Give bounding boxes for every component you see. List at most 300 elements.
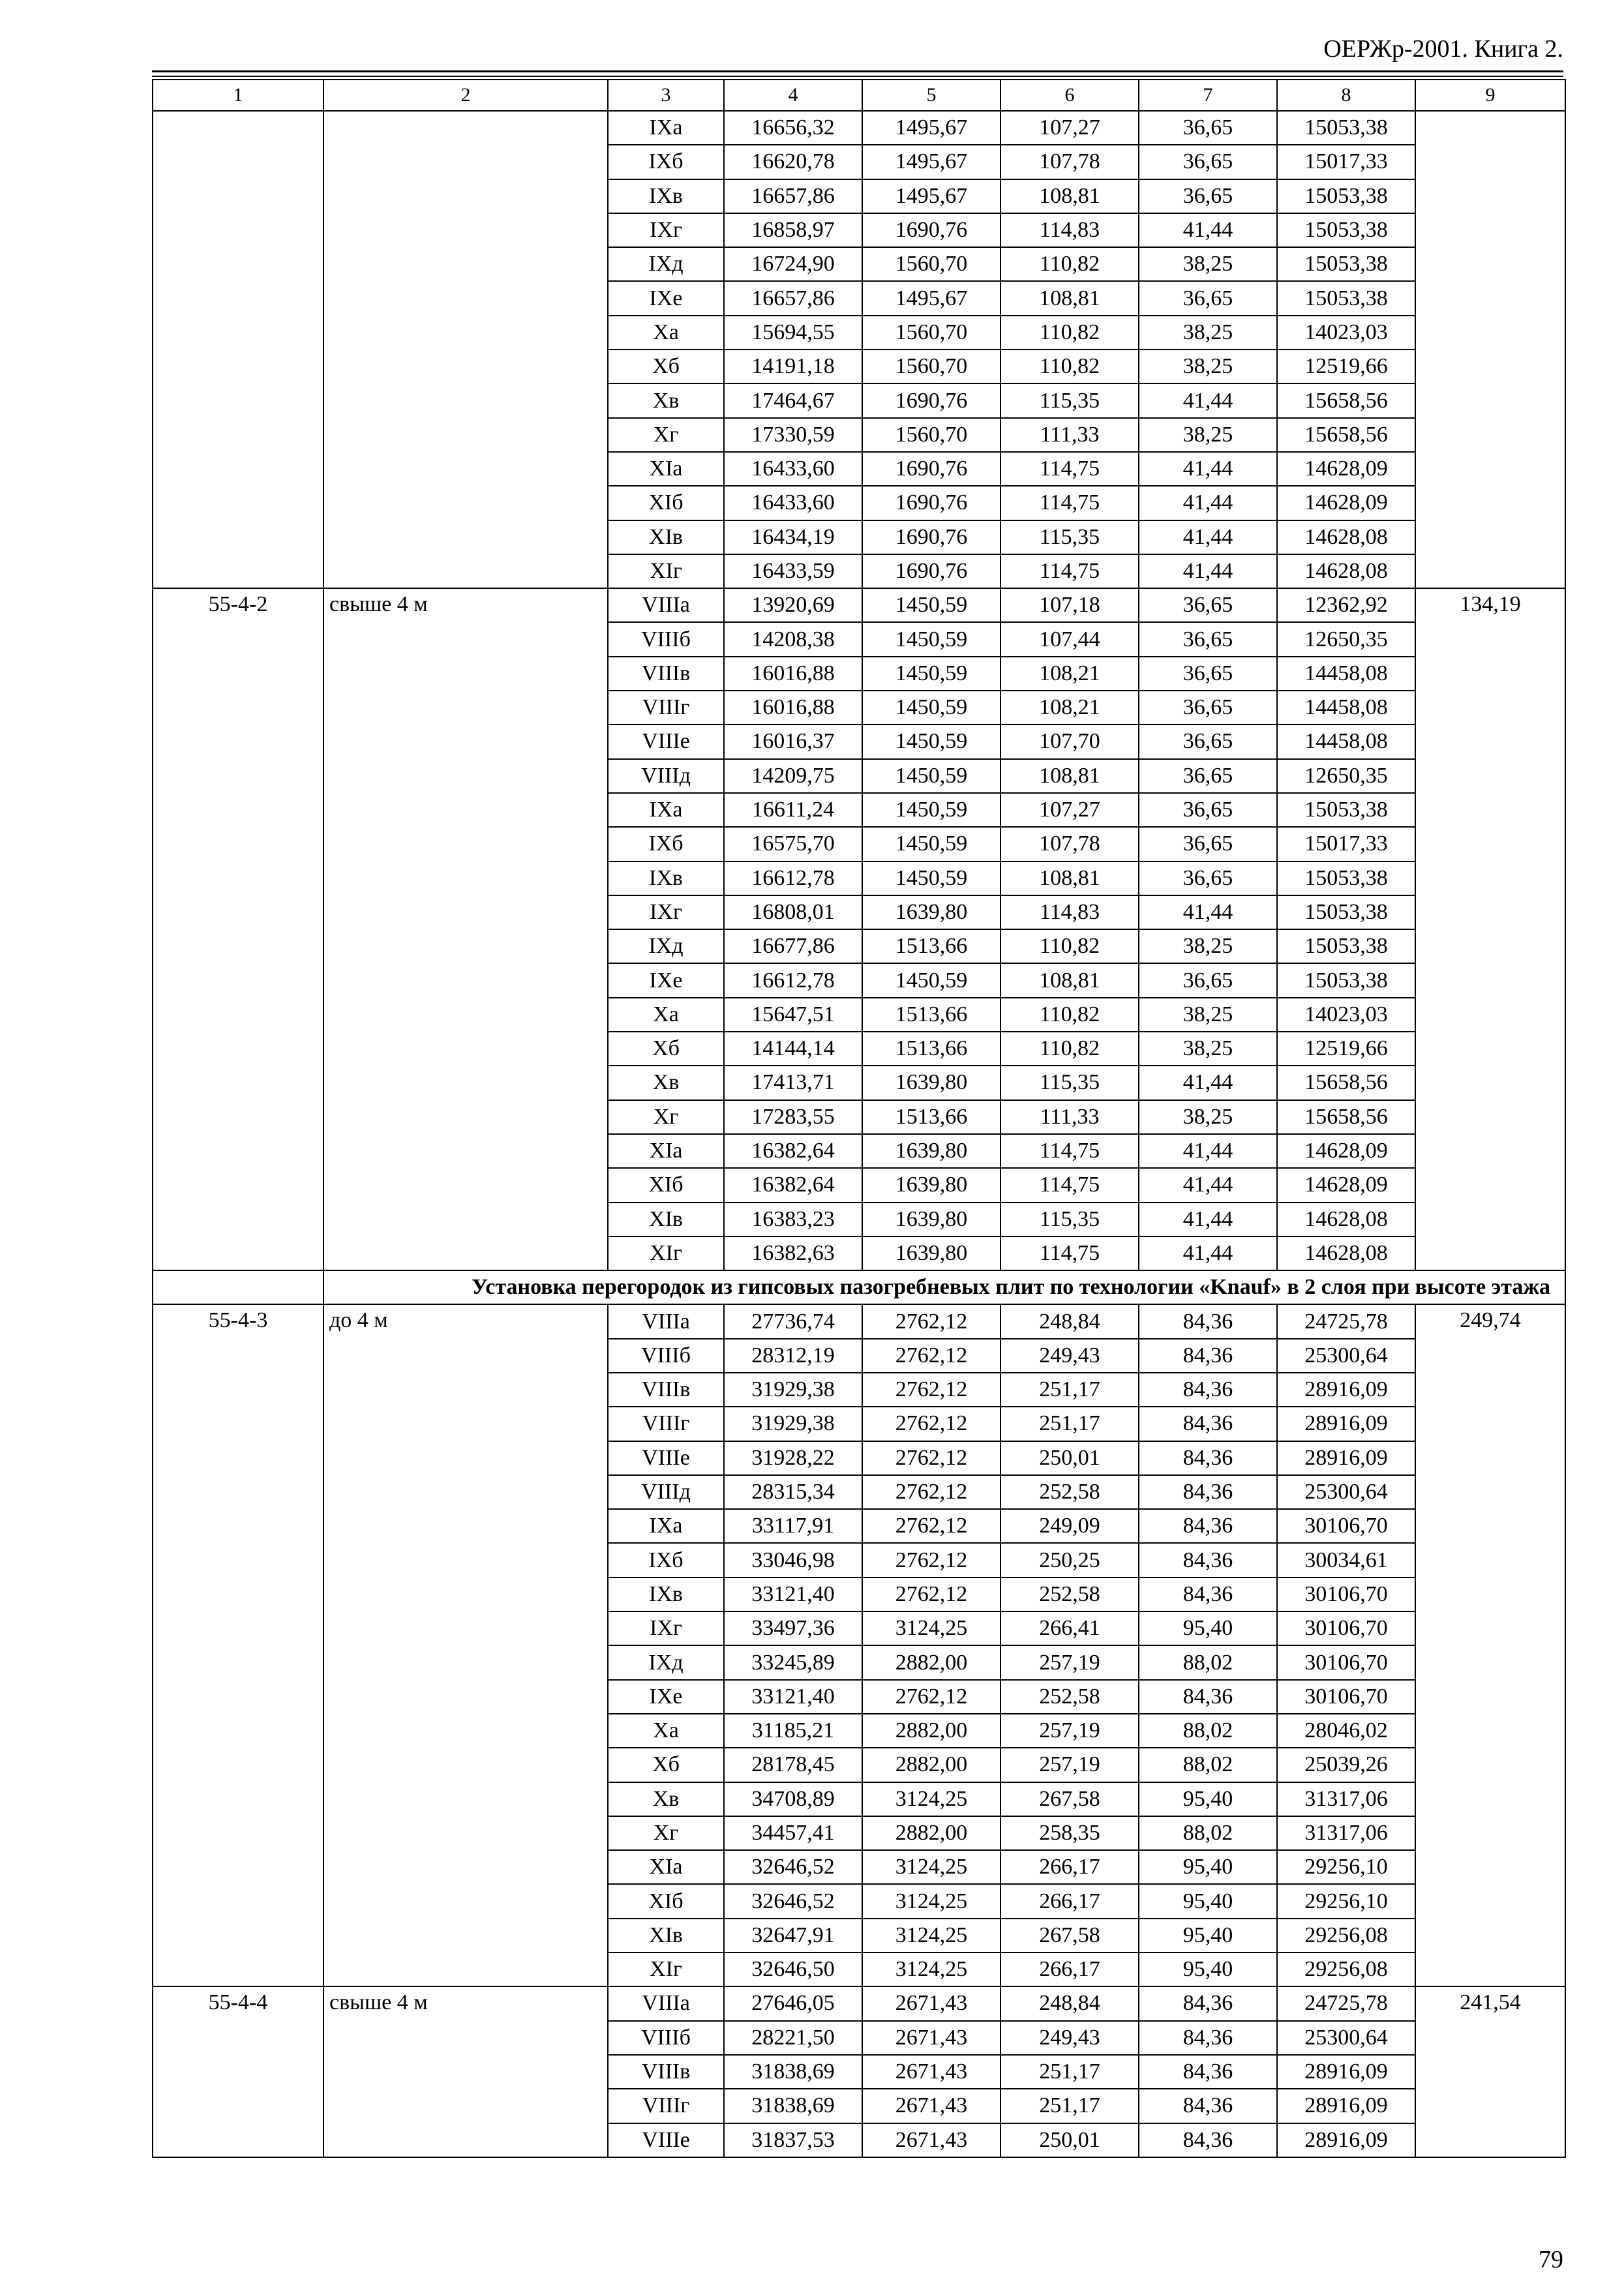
value-cell: 3124,25 [862, 1850, 1000, 1884]
zone-cell: Xг [608, 1100, 724, 1134]
zone-cell: Xг [608, 1816, 724, 1850]
value-cell: 84,36 [1139, 2055, 1277, 2089]
value-cell: 88,02 [1139, 1816, 1277, 1850]
value-cell: 28916,09 [1277, 2089, 1415, 2123]
value-cell: 1450,59 [862, 691, 1000, 725]
value-cell: 12650,35 [1277, 622, 1415, 656]
value-cell: 110,82 [1000, 998, 1139, 1032]
value-cell: 1495,67 [862, 281, 1000, 315]
value-cell: 15053,38 [1277, 963, 1415, 997]
value-cell: 1495,67 [862, 179, 1000, 213]
value-cell: 249,43 [1000, 2021, 1139, 2055]
column-header: 5 [862, 80, 1000, 111]
value-cell: 38,25 [1139, 1032, 1277, 1066]
value-cell: 84,36 [1139, 1407, 1277, 1441]
value-cell: 252,58 [1000, 1475, 1139, 1509]
table-row [153, 1304, 1565, 1338]
zone-cell: IXa [608, 1509, 724, 1543]
zone-cell: Xб [608, 350, 724, 383]
value-cell: 14023,03 [1277, 316, 1415, 350]
value-cell: 1450,59 [862, 622, 1000, 656]
value-cell: 3124,25 [862, 1782, 1000, 1816]
value-cell: 30106,70 [1277, 1578, 1415, 1611]
value-cell: 1513,66 [862, 998, 1000, 1032]
value-cell: 31838,69 [724, 2089, 862, 2123]
value-cell: 2762,12 [862, 1578, 1000, 1611]
value-cell: 14628,09 [1277, 1168, 1415, 1202]
value-cell: 16657,86 [724, 179, 862, 213]
page-number: 79 [1539, 2246, 1563, 2273]
value-cell: 15053,38 [1277, 861, 1415, 895]
value-cell: 14191,18 [724, 350, 862, 383]
value-cell: 28916,09 [1277, 1373, 1415, 1407]
value-cell: 110,82 [1000, 1032, 1139, 1066]
value-cell: 33117,91 [724, 1509, 862, 1543]
value-cell: 2762,12 [862, 1407, 1000, 1441]
value-cell: 2762,12 [862, 1509, 1000, 1543]
value-cell: 31928,22 [724, 1441, 862, 1475]
zone-cell: IXв [608, 179, 724, 213]
zone-cell: XIб [608, 486, 724, 520]
value-cell: 1495,67 [862, 111, 1000, 145]
zone-cell: IXб [608, 827, 724, 861]
zone-cell: XIa [608, 452, 724, 486]
value-cell: 36,65 [1139, 759, 1277, 793]
value-cell: 14628,08 [1277, 554, 1415, 588]
value-cell: 2671,43 [862, 2055, 1000, 2089]
value-cell: 33245,89 [724, 1645, 862, 1679]
zone-cell: IXд [608, 1645, 724, 1679]
value-cell: 1450,59 [862, 827, 1000, 861]
value-cell: 16858,97 [724, 213, 862, 247]
value-cell: 31317,06 [1277, 1782, 1415, 1816]
value-cell: 27646,05 [724, 1986, 862, 2020]
value-cell: 16382,64 [724, 1168, 862, 1202]
value-cell: 25039,26 [1277, 1748, 1415, 1782]
value-cell: 41,44 [1139, 1168, 1277, 1202]
value-cell: 14458,08 [1277, 691, 1415, 725]
value-cell: 28916,09 [1277, 1441, 1415, 1475]
table-row [153, 588, 1565, 622]
value-cell: 3124,25 [862, 1952, 1000, 1986]
value-cell: 108,81 [1000, 759, 1139, 793]
value-cell: 41,44 [1139, 452, 1277, 486]
zone-cell: VIIIг [608, 691, 724, 725]
value-cell: 266,17 [1000, 1884, 1139, 1918]
value-cell: 114,83 [1000, 895, 1139, 929]
value-cell: 16016,88 [724, 657, 862, 691]
zone-cell: Xa [608, 1714, 724, 1748]
zone-cell: VIIIг [608, 1407, 724, 1441]
value-cell: 110,82 [1000, 350, 1139, 383]
rates-table [152, 79, 1566, 2158]
value-cell: 84,36 [1139, 1543, 1277, 1577]
value-cell: 257,19 [1000, 1645, 1139, 1679]
value-cell: 15658,56 [1277, 1100, 1415, 1134]
zone-cell: IXa [608, 793, 724, 827]
value-cell: 1560,70 [862, 418, 1000, 452]
value-cell: 38,25 [1139, 998, 1277, 1032]
zone-cell: VIIIв [608, 2055, 724, 2089]
value-cell: 36,65 [1139, 179, 1277, 213]
value-cell: 1450,59 [862, 657, 1000, 691]
value-cell: 84,36 [1139, 1373, 1277, 1407]
value-cell: 115,35 [1000, 383, 1139, 417]
labor-cost [1415, 111, 1565, 588]
value-cell: 36,65 [1139, 691, 1277, 725]
value-cell: 33121,40 [724, 1680, 862, 1714]
value-cell: 36,65 [1139, 657, 1277, 691]
value-cell: 31929,38 [724, 1373, 862, 1407]
value-cell: 16612,78 [724, 963, 862, 997]
zone-cell: IXг [608, 895, 724, 929]
value-cell: 107,27 [1000, 111, 1139, 145]
value-cell: 1690,76 [862, 520, 1000, 554]
zone-cell: VIIIг [608, 2089, 724, 2123]
value-cell: 29256,10 [1277, 1884, 1415, 1918]
rate-code [153, 111, 323, 588]
value-cell: 16808,01 [724, 895, 862, 929]
header-rule-thin [152, 76, 1563, 77]
value-cell: 30106,70 [1277, 1509, 1415, 1543]
value-cell: 12650,35 [1277, 759, 1415, 793]
zone-cell: IXe [608, 963, 724, 997]
value-cell: 28916,09 [1277, 1407, 1415, 1441]
value-cell: 28178,45 [724, 1748, 862, 1782]
value-cell: 16433,60 [724, 452, 862, 486]
value-cell: 114,75 [1000, 486, 1139, 520]
value-cell: 14208,38 [724, 622, 862, 656]
value-cell: 251,17 [1000, 1373, 1139, 1407]
value-cell: 14628,08 [1277, 1203, 1415, 1236]
value-cell: 1513,66 [862, 1032, 1000, 1066]
value-cell: 249,43 [1000, 1339, 1139, 1373]
zone-cell: VIIIд [608, 759, 724, 793]
zone-cell: VIIIa [608, 1986, 724, 2020]
zone-cell: IXв [608, 1578, 724, 1611]
value-cell: 32646,52 [724, 1850, 862, 1884]
value-cell: 30034,61 [1277, 1543, 1415, 1577]
value-cell: 110,82 [1000, 247, 1139, 281]
value-cell: 111,33 [1000, 1100, 1139, 1134]
value-cell: 36,65 [1139, 281, 1277, 315]
value-cell: 1560,70 [862, 247, 1000, 281]
value-cell: 2762,12 [862, 1543, 1000, 1577]
value-cell: 110,82 [1000, 929, 1139, 963]
value-cell: 33046,98 [724, 1543, 862, 1577]
value-cell: 15053,38 [1277, 929, 1415, 963]
zone-cell: IXг [608, 213, 724, 247]
value-cell: 16016,88 [724, 691, 862, 725]
zone-cell: XIг [608, 1236, 724, 1270]
value-cell: 1450,59 [862, 759, 1000, 793]
zone-cell: VIIIe [608, 1441, 724, 1475]
value-cell: 1639,80 [862, 1203, 1000, 1236]
column-header: 7 [1139, 80, 1277, 111]
value-cell: 84,36 [1139, 1475, 1277, 1509]
table-row [153, 1986, 1565, 2020]
value-cell: 14628,08 [1277, 520, 1415, 554]
value-cell: 1560,70 [862, 316, 1000, 350]
document-header: ОЕРЖр-2001. Книга 2. [1323, 35, 1563, 63]
value-cell: 38,25 [1139, 929, 1277, 963]
value-cell: 15053,38 [1277, 247, 1415, 281]
value-cell: 15017,33 [1277, 145, 1415, 179]
value-cell: 36,65 [1139, 861, 1277, 895]
value-cell: 267,58 [1000, 1782, 1139, 1816]
value-cell: 107,78 [1000, 827, 1139, 861]
value-cell: 107,70 [1000, 725, 1139, 758]
value-cell: 114,75 [1000, 554, 1139, 588]
value-cell: 41,44 [1139, 554, 1277, 588]
value-cell: 1513,66 [862, 929, 1000, 963]
value-cell: 1639,80 [862, 1066, 1000, 1100]
value-cell: 29256,10 [1277, 1850, 1415, 1884]
zone-cell: VIIIe [608, 725, 724, 758]
value-cell: 25300,64 [1277, 2021, 1415, 2055]
value-cell: 16433,59 [724, 554, 862, 588]
value-cell: 41,44 [1139, 1236, 1277, 1270]
value-cell: 41,44 [1139, 213, 1277, 247]
table-row [153, 111, 1565, 145]
zone-cell: VIIIв [608, 1373, 724, 1407]
value-cell: 108,21 [1000, 657, 1139, 691]
value-cell: 14144,14 [724, 1032, 862, 1066]
zone-cell: IXд [608, 247, 724, 281]
value-cell: 25300,64 [1277, 1475, 1415, 1509]
labor-cost: 249,74 [1415, 1304, 1565, 1986]
value-cell: 2882,00 [862, 1645, 1000, 1679]
value-cell: 12519,66 [1277, 1032, 1415, 1066]
value-cell: 266,17 [1000, 1952, 1139, 1986]
value-cell: 88,02 [1139, 1748, 1277, 1782]
value-cell: 252,58 [1000, 1578, 1139, 1611]
value-cell: 38,25 [1139, 1100, 1277, 1134]
value-cell: 33497,36 [724, 1611, 862, 1645]
value-cell: 115,35 [1000, 520, 1139, 554]
rates-table-body [153, 80, 1565, 2157]
value-cell: 1560,70 [862, 350, 1000, 383]
value-cell: 267,58 [1000, 1919, 1139, 1952]
value-cell: 15647,51 [724, 998, 862, 1032]
value-cell: 84,36 [1139, 1578, 1277, 1611]
column-header: 3 [608, 80, 724, 111]
value-cell: 2882,00 [862, 1816, 1000, 1850]
value-cell: 36,65 [1139, 827, 1277, 861]
zone-cell: IXб [608, 145, 724, 179]
value-cell: 114,75 [1000, 1236, 1139, 1270]
zone-cell: VIIIe [608, 2123, 724, 2157]
value-cell: 1513,66 [862, 1100, 1000, 1134]
value-cell: 14628,09 [1277, 452, 1415, 486]
value-cell: 28046,02 [1277, 1714, 1415, 1748]
value-cell: 1639,80 [862, 895, 1000, 929]
value-cell: 41,44 [1139, 1134, 1277, 1168]
value-cell: 15658,56 [1277, 383, 1415, 417]
value-cell: 248,84 [1000, 1304, 1139, 1338]
value-cell: 252,58 [1000, 1680, 1139, 1714]
value-cell: 250,25 [1000, 1543, 1139, 1577]
value-cell: 16611,24 [724, 793, 862, 827]
value-cell: 1450,59 [862, 963, 1000, 997]
value-cell: 31929,38 [724, 1407, 862, 1441]
zone-cell: Xв [608, 383, 724, 417]
value-cell: 36,65 [1139, 963, 1277, 997]
value-cell: 33121,40 [724, 1578, 862, 1611]
value-cell: 29256,08 [1277, 1919, 1415, 1952]
value-cell: 1690,76 [862, 452, 1000, 486]
zone-cell: XIв [608, 1919, 724, 1952]
value-cell: 108,81 [1000, 179, 1139, 213]
value-cell: 1450,59 [862, 793, 1000, 827]
value-cell: 28315,34 [724, 1475, 862, 1509]
zone-cell: XIг [608, 1952, 724, 1986]
value-cell: 2762,12 [862, 1441, 1000, 1475]
value-cell: 1450,59 [862, 725, 1000, 758]
zone-cell: Xa [608, 316, 724, 350]
value-cell: 108,81 [1000, 861, 1139, 895]
value-cell: 108,81 [1000, 963, 1139, 997]
labor-cost: 134,19 [1415, 588, 1565, 1270]
value-cell: 250,01 [1000, 1441, 1139, 1475]
value-cell: 14628,09 [1277, 1134, 1415, 1168]
value-cell: 15053,38 [1277, 895, 1415, 929]
value-cell: 2671,43 [862, 1986, 1000, 2020]
value-cell: 2671,43 [862, 2021, 1000, 2055]
value-cell: 34708,89 [724, 1782, 862, 1816]
value-cell: 38,25 [1139, 350, 1277, 383]
zone-cell: XIa [608, 1134, 724, 1168]
zone-cell: XIa [608, 1850, 724, 1884]
rate-code: 55-4-2 [153, 588, 323, 1270]
value-cell: 41,44 [1139, 1066, 1277, 1100]
value-cell: 25300,64 [1277, 1339, 1415, 1373]
value-cell: 14458,08 [1277, 725, 1415, 758]
value-cell: 14023,03 [1277, 998, 1415, 1032]
value-cell: 32647,91 [724, 1919, 862, 1952]
labor-cost: 241,54 [1415, 1986, 1565, 2157]
zone-cell: IXa [608, 111, 724, 145]
column-header: 8 [1277, 80, 1415, 111]
value-cell: 15017,33 [1277, 827, 1415, 861]
zone-cell: IXб [608, 1543, 724, 1577]
value-cell: 15658,56 [1277, 418, 1415, 452]
value-cell: 2671,43 [862, 2089, 1000, 2123]
value-cell: 36,65 [1139, 588, 1277, 622]
value-cell: 16724,90 [724, 247, 862, 281]
value-cell: 1495,67 [862, 145, 1000, 179]
zone-cell: VIIIд [608, 1475, 724, 1509]
value-cell: 15694,55 [724, 316, 862, 350]
value-cell: 84,36 [1139, 1441, 1277, 1475]
value-cell: 114,75 [1000, 452, 1139, 486]
value-cell: 17413,71 [724, 1066, 862, 1100]
zone-cell: VIIIб [608, 622, 724, 656]
column-header: 6 [1000, 80, 1139, 111]
value-cell: 41,44 [1139, 895, 1277, 929]
column-header: 9 [1415, 80, 1565, 111]
value-cell: 1639,80 [862, 1134, 1000, 1168]
value-cell: 115,35 [1000, 1066, 1139, 1100]
value-cell: 258,35 [1000, 1816, 1139, 1850]
value-cell: 16383,23 [724, 1203, 862, 1236]
value-cell: 111,33 [1000, 418, 1139, 452]
value-cell: 15053,38 [1277, 111, 1415, 145]
value-cell: 1639,80 [862, 1236, 1000, 1270]
value-cell: 16656,32 [724, 111, 862, 145]
value-cell: 95,40 [1139, 1952, 1277, 1986]
column-header: 2 [323, 80, 608, 111]
value-cell: 12362,92 [1277, 588, 1415, 622]
value-cell: 16434,19 [724, 520, 862, 554]
zone-cell: XIв [608, 520, 724, 554]
value-cell: 257,19 [1000, 1748, 1139, 1782]
section-title: Установка перегородок из гипсовых пазогребневых плит по технологии «Knauf» в 2 слоя при высоте этажа [323, 1270, 1565, 1304]
value-cell: 2882,00 [862, 1714, 1000, 1748]
value-cell: 15053,38 [1277, 281, 1415, 315]
value-cell: 28916,09 [1277, 2123, 1415, 2157]
value-cell: 41,44 [1139, 1203, 1277, 1236]
zone-cell: VIIIб [608, 2021, 724, 2055]
value-cell: 16382,64 [724, 1134, 862, 1168]
value-cell: 30106,70 [1277, 1611, 1415, 1645]
zone-cell: XIг [608, 554, 724, 588]
value-cell: 36,65 [1139, 725, 1277, 758]
value-cell: 16575,70 [724, 827, 862, 861]
value-cell: 36,65 [1139, 145, 1277, 179]
value-cell: 251,17 [1000, 1407, 1139, 1441]
value-cell: 257,19 [1000, 1714, 1139, 1748]
zone-cell: IXe [608, 281, 724, 315]
value-cell: 16612,78 [724, 861, 862, 895]
value-cell: 17283,55 [724, 1100, 862, 1134]
value-cell: 95,40 [1139, 1782, 1277, 1816]
value-cell: 84,36 [1139, 2123, 1277, 2157]
value-cell: 1690,76 [862, 383, 1000, 417]
value-cell: 34457,41 [724, 1816, 862, 1850]
value-cell: 31837,53 [724, 2123, 862, 2157]
value-cell: 16677,86 [724, 929, 862, 963]
value-cell: 84,36 [1139, 1680, 1277, 1714]
zone-cell: IXг [608, 1611, 724, 1645]
value-cell: 12519,66 [1277, 350, 1415, 383]
value-cell: 28221,50 [724, 2021, 862, 2055]
value-cell: 15053,38 [1277, 213, 1415, 247]
value-cell: 1690,76 [862, 486, 1000, 520]
value-cell: 41,44 [1139, 486, 1277, 520]
column-header: 1 [153, 80, 323, 111]
zone-cell: Xб [608, 1032, 724, 1066]
zone-cell: Xг [608, 418, 724, 452]
zone-cell: XIб [608, 1168, 724, 1202]
value-cell: 15053,38 [1277, 179, 1415, 213]
zone-cell: VIIIб [608, 1339, 724, 1373]
value-cell: 1690,76 [862, 554, 1000, 588]
value-cell: 30106,70 [1277, 1645, 1415, 1679]
value-cell: 14458,08 [1277, 657, 1415, 691]
value-cell: 251,17 [1000, 2089, 1139, 2123]
value-cell: 14628,08 [1277, 1236, 1415, 1270]
value-cell: 3124,25 [862, 1611, 1000, 1645]
value-cell: 31838,69 [724, 2055, 862, 2089]
value-cell: 84,36 [1139, 1509, 1277, 1543]
value-cell: 114,75 [1000, 1168, 1139, 1202]
value-cell: 2882,00 [862, 1748, 1000, 1782]
value-cell: 107,44 [1000, 622, 1139, 656]
value-cell: 15053,38 [1277, 793, 1415, 827]
value-cell: 1690,76 [862, 213, 1000, 247]
zone-cell: Xб [608, 1748, 724, 1782]
